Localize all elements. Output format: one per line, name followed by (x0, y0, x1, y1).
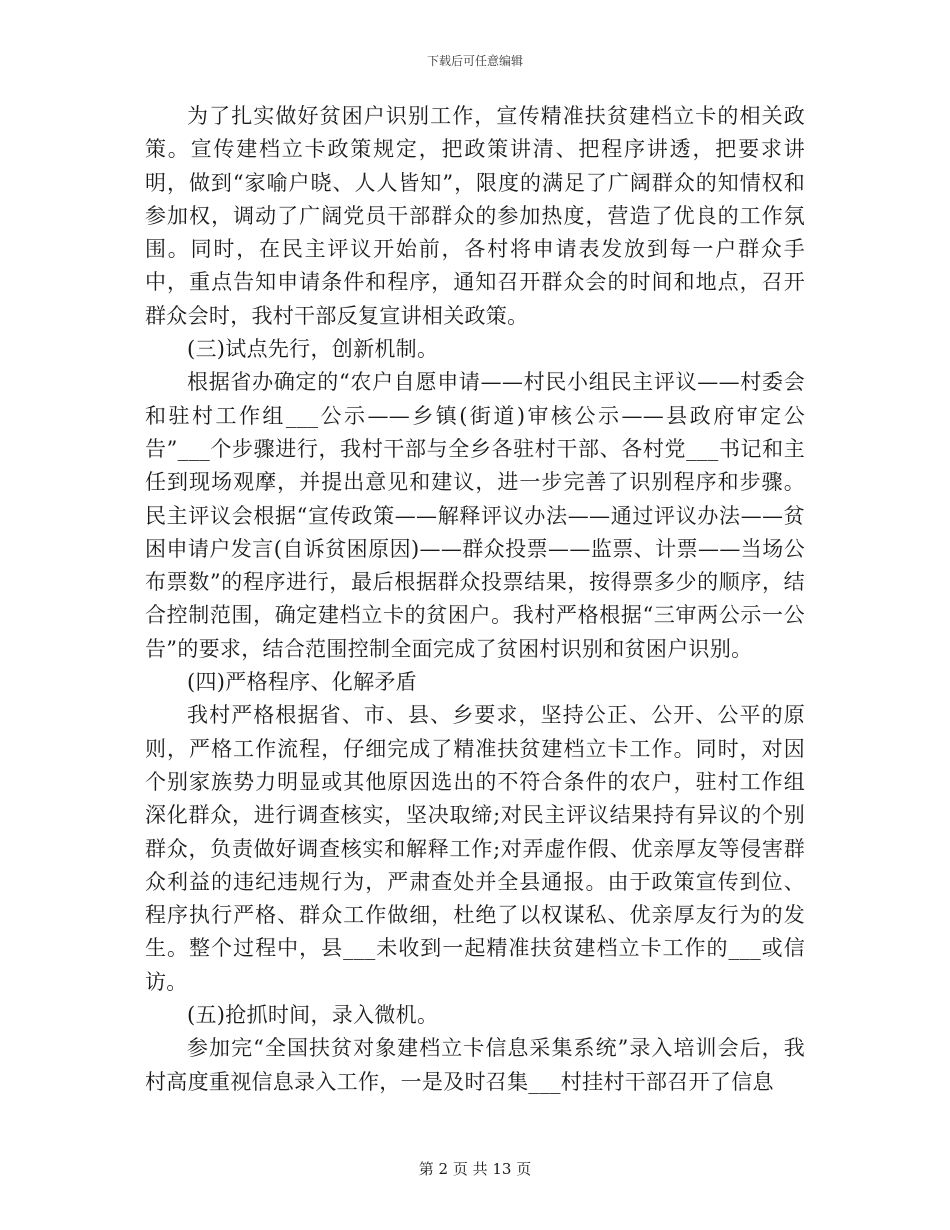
paragraph: 根据省办确定的“农户自愿申请——村民小组民主评议——村委会和驻村工作组___公示——乡镇(街道)审核公示——县政府审定公告”___个步骤进行，我村干部与全乡各驻村干部、各村党___书记和主任到现场观摩，并提出意见和建议，进一步完善了识别程序和步骤。民主评议会根据“宣传政策——解释评议办法——通过评议办法——贫困申请户发言(自诉贫困原因)——群众投票——监票、计票——当场公布票数”的程序进行，最后根据群众投票结果，按得票多少的顺序，结合控制范围，确定建档立卡的贫困户。我村严格根据“三审两公示一公告”的要求，结合范围控制全面完成了贫困村识别和贫困户识别。 (145, 370, 805, 661)
section-heading: (五)抢抓时间，录入微机。 (187, 1003, 439, 1028)
paragraph: 我村严格根据省、市、县、乡要求，坚持公正、公开、公平的原则，严格工作流程，仔细完成了精准扶贫建档立卡工作。同时，对因个别家族势力明显或其他原因选出的不符合条件的农户，驻村工作组深化群众，进行调查核实，坚决取缔;对民主评议结果持有异议的个别群众，负责做好调查核实和解释工作;对弄虚作假、优亲厚友等侵害群众利益的违纪违规行为，严肃查处并全县通报。由于政策宣传到位、程序执行严格、群众工作做细，杜绝了以权谋私、优亲厚友行为的发生。整个过程中，县___未收到一起精准扶贫建档立卡工作的___或信访。 (145, 703, 805, 994)
page-number: 第 2 页 共 13 页 (418, 1160, 532, 1178)
paragraph: 为了扎实做好贫困户识别工作，宣传精准扶贫建档立卡的相关政策。宣传建档立卡政策规定，把政策讲清、把程序讲透，把要求讲明，做到“家喻户晓、人人皆知”，限度的满足了广阔群众的知情权和参加权，调动了广阔党员干部群众的参加热度，营造了优良的工作氛围。同时，在民主评议开始前，各村将申请表发放到每一户群众手中，重点告知申请条件和程序，通知召开群众会的时间和地点，召开群众会时，我村干部反复宣讲相关政策。 (145, 104, 805, 328)
section-heading: (三)试点先行，创新机制。 (187, 337, 439, 362)
paragraph: 参加完“全国扶贫对象建档立卡信息采集系统”录入培训会后，我村高度重视信息录入工作，一是及时召集___村挂村干部召开了信息 (145, 1036, 805, 1094)
section-heading: (四)严格程序、化解矛盾 (187, 670, 417, 695)
page-header-note: 下载后可任意编辑 (426, 54, 523, 68)
document-body (145, 100, 805, 1099)
